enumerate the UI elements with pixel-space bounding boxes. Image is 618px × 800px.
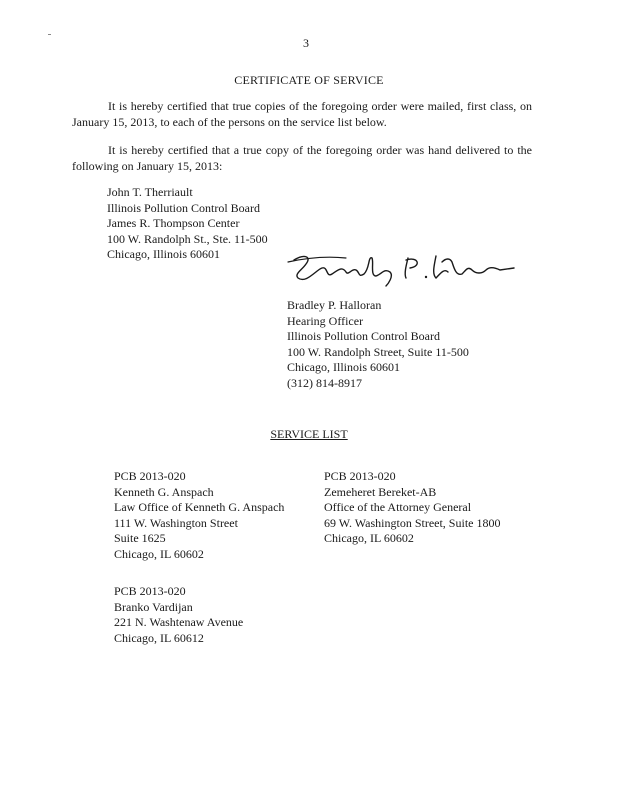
service-line: Kenneth G. Anspach — [114, 484, 214, 499]
service-line: Chicago, IL 60612 — [114, 630, 204, 645]
paragraph-mailed — [72, 99, 532, 130]
page-number: 3 — [303, 36, 309, 50]
address-line: Chicago, Illinois 60601 — [107, 247, 220, 261]
service-line: 221 N. Washtenaw Avenue — [114, 615, 244, 629]
service-entry — [114, 584, 243, 646]
address-line: Illinois Pollution Control Board — [107, 200, 261, 215]
officer-line: (312) 814-8917 — [287, 375, 362, 390]
address-line: John T. Therriault — [107, 185, 193, 199]
service-line: Suite 1625 — [114, 531, 166, 545]
service-line: Law Office of Kenneth G. Anspach — [114, 500, 285, 514]
service-list-heading — [0, 427, 618, 443]
service-line: 69 W. Washington Street, Suite 1800 — [324, 515, 501, 530]
service-entry — [324, 469, 500, 547]
handwritten-signature — [286, 248, 516, 288]
officer-line: 100 W. Randolph Street, Suite 11-500 — [287, 344, 469, 359]
service-line: PCB 2013-020 — [114, 584, 186, 598]
service-line: 111 W. Washington Street — [114, 515, 238, 530]
service-entry — [114, 469, 284, 562]
service-line: PCB 2013-020 — [114, 469, 186, 483]
paragraph-hand-delivered — [72, 143, 532, 174]
officer-line: Illinois Pollution Control Board — [287, 329, 441, 343]
scan-speck — [48, 34, 51, 35]
service-line: PCB 2013-020 — [324, 469, 396, 483]
service-line: Chicago, IL 60602 — [114, 546, 204, 561]
officer-line: Chicago, Illinois 60601 — [287, 360, 400, 374]
service-line: Zemeheret Bereket-AB — [324, 484, 437, 499]
certificate-heading: CERTIFICATE OF SERVICE — [234, 73, 384, 87]
paragraph-mailed-text: It is hereby certified that true copies of the foregoing order were mailed, first class, on January 15, 2013, to each of the persons on the service list below. — [72, 99, 532, 129]
officer-line: Bradley P. Halloran — [287, 298, 382, 312]
address-line: 100 W. Randolph St., Ste. 11-500 — [107, 231, 268, 246]
service-line: Chicago, IL 60602 — [324, 531, 414, 545]
hand-delivery-address — [107, 185, 268, 263]
service-line: Office of the Attorney General — [324, 500, 472, 514]
service-line: Branko Vardijan — [114, 599, 193, 614]
paragraph-hand-text: It is hereby certified that a true copy of the foregoing order was hand delivered to the following on January 15, 2013: — [72, 143, 532, 173]
address-line: James R. Thompson Center — [107, 216, 240, 230]
service-list-heading-text: SERVICE LIST — [270, 427, 348, 441]
officer-line: Hearing Officer — [287, 313, 364, 328]
hearing-officer-block — [287, 298, 469, 391]
